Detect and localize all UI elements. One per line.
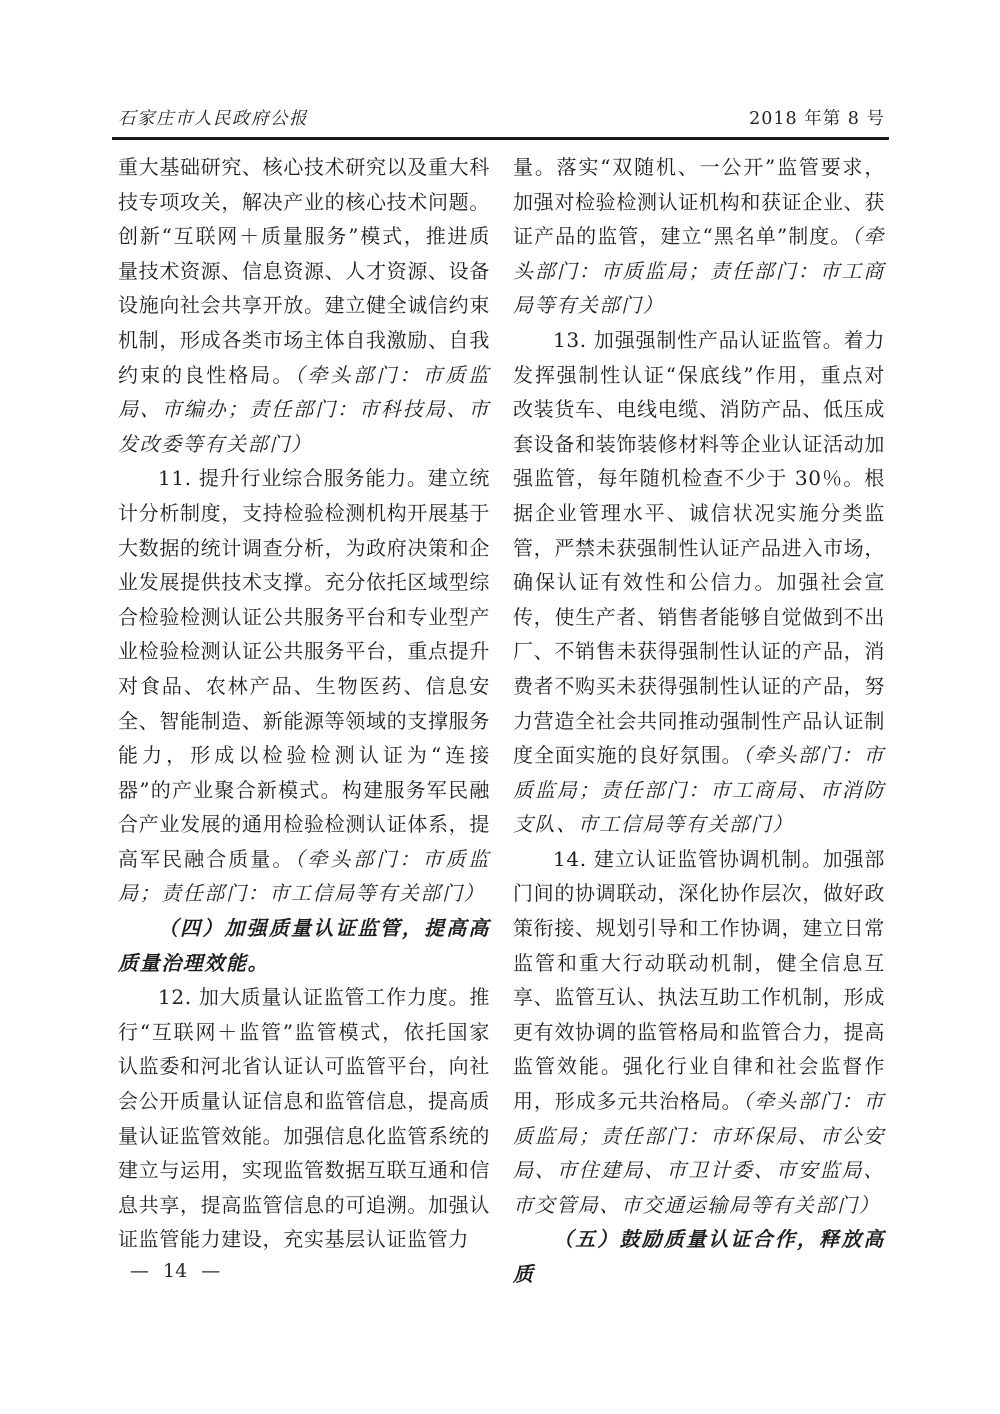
text-run: （五）鼓励质量认证合作，释放高质: [513, 1227, 885, 1286]
text-run: 13. 加强强制性产品认证监管。着力发挥强制性认证“保底线”作用，重点对改装货车、电线电缆、消防产品、低压成套设备和装饰装修材料等企业认证活动加强监管，每年随机检查不少于 30％。根据企业管理水平、诚信状况实施分类监管，严禁未获强制性认证产品进入市场，确保认证有效性和公信力。加强社会宣传，使生产者、销售者能够自觉做到不出厂、不销售未获得强制性认证的产品，消费者不购买未获得强制性认证的产品，努力营造全社会共同推动强制性产品认证制度全面实施的良好氛围。: [513, 327, 886, 768]
department-annotation: （牵头部门：市质监局、市编办；责任部门：市科技局、市发改委等有关部门）: [118, 362, 491, 456]
left-column: [118, 150, 490, 1292]
body-paragraph: [118, 461, 490, 911]
section-heading-paragraph: [513, 1222, 885, 1291]
text-run: 14. 建立认证监管协调机制。加强部门间的协调联动，深化协作层次，做好政策衔接、规划引导和工作协调，建立日常监管和重大行动联动机制，健全信息互享、监管互认、执法互助工作机制，形成更有效协调的监管格局和监管合力，提高监管效能。强化行业自律和社会监督作用，形成多元共治格局。: [513, 846, 885, 1114]
issue-number: 2018 年第 8 号: [749, 109, 885, 129]
text-run: 量。落实“双随机、一公开”监管要求，加强对检验检测认证机构和获证企业、获证产品的监管，建立“黑名单”制度。: [513, 155, 885, 249]
page-body: [118, 150, 885, 1292]
page-number: 14: [163, 1260, 188, 1282]
department-annotation: （牵头部门：市质监局；责任部门：市工信局等有关部门）: [118, 846, 491, 906]
body-paragraph: [513, 323, 885, 842]
publication-title: 石家庄市人民政府公报: [118, 109, 308, 129]
department-annotation: （牵头部门：市质监局；责任部门：市工商局等有关部门）: [513, 224, 885, 318]
page-footer: [130, 1260, 220, 1282]
department-annotation: （牵头部门：市质监局；责任部门：市工商局、市消防支队、市工信局等有关部门）: [513, 743, 886, 837]
right-column: [513, 150, 885, 1292]
body-paragraph: [513, 842, 885, 1223]
header-rule: [112, 137, 889, 140]
footer-dash-right: —: [201, 1260, 221, 1282]
body-paragraph: [513, 150, 885, 323]
page-header: [118, 106, 885, 132]
section-heading-paragraph: [118, 911, 490, 980]
department-annotation: （牵头部门：市质监局；责任部门：市环保局、市公安局、市住建局、市卫计委、市安监局、市交管局、市交通运输局等有关部门）: [513, 1089, 886, 1217]
footer-dash-left: —: [130, 1260, 149, 1282]
text-run: 重大基础研究、核心技术研究以及重大科技专项攻关，解决产业的核心技术问题。创新“互联网＋质量服务”模式，推进质量技术资源、信息资源、人才资源、设备设施向社会共享开放。建立健全诚信约束机制，形成各类市场主体自我激励、自我约束的良性格局。: [118, 155, 490, 387]
text-run: （四）加强质量认证监管，提高高质量治理效能。: [118, 916, 490, 975]
body-paragraph: [118, 150, 490, 461]
text-run: 11. 提升行业综合服务能力。建立统计分析制度，支持检验检测机构开展基于大数据的统计调查分析，为政府决策和企业发展提供技术支撑。充分依托区域型综合检验检测认证公共服务平台和专业型产业检验检测认证公共服务平台，重点提升对食品、农林产品、生物医药、信息安全、智能制造、新能源等领域的支撑服务能力，形成以检验检测认证为“连接器”的产业聚合新模式。构建服务军民融合产业发展的通用检验检测认证体系，提高军民融合质量。: [118, 466, 490, 871]
body-paragraph: [118, 980, 490, 1257]
text-run: 12. 加大质量认证监管工作力度。推行“互联网＋监管”监管模式，依托国家认监委和河北省认证认可监管平台，向社会公开质量认证信息和监管信息，提高质量认证监管效能。加强信息化监管系统的建立与运用，实现监管数据互联互通和信息共享，提高监管信息的可追溯。加强认证监管能力建设，充实基层认证监管力: [118, 985, 490, 1252]
